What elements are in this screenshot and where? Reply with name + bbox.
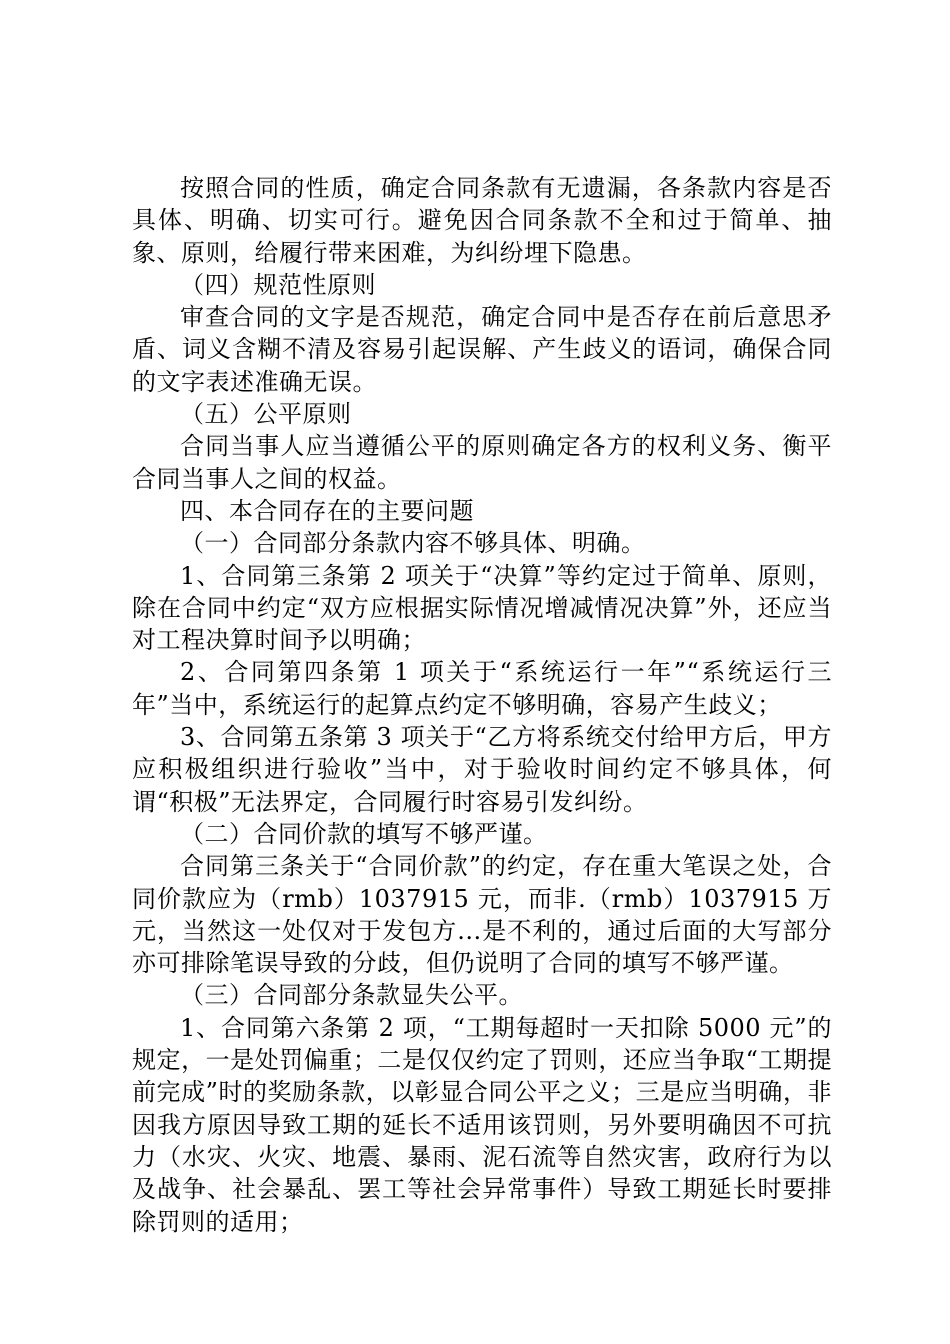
paragraph-fairness-principle-text: 合同当事人应当遵循公平的原则确定各方的权利义务、衡平合同当事人之间的权益。 xyxy=(132,432,832,493)
heading-fairness-principle: （五）公平原则 xyxy=(180,400,352,429)
document-body xyxy=(132,172,832,1238)
paragraph-price-error-text: 合同第三条关于“合同价款”的约定，存在重大笔误之处，合同价款应为（rmb）1037915 元，而非.（rmb）1037915 万元，当然这一处仅对于发包方...是不利的，通过后面的大写部分亦可排除笔误导致的分歧，但仍说明了合同的填写不够严谨。 xyxy=(132,852,832,978)
list-item-problem-1: 1、合同第三条第 2 项关于“决算”等约定过于简单、原则，除在合同中约定“双方应根据实际情况增减情况决算”外，还应当对工程决算时间予以明确； xyxy=(132,561,832,655)
list-item-problem-3: 3、合同第五条第 3 项关于“乙方将系统交付给甲方后，甲方应积极组织进行验收”当中，对于验收时间约定不够具体，何谓“积极”无法界定，合同履行时容易引发纠纷。 xyxy=(132,723,832,816)
list-item-problem-2: 2、合同第四条第 1 项关于“系统运行一年”“系统运行三年”当中，系统运行的起算点约定不够明确，容易产生歧义； xyxy=(132,658,832,719)
paragraph-normativity-principle-text: 审查合同的文字是否规范，确定合同中是否存在前后意思矛盾、词义含糊不清及容易引起误解、产生歧义的语词，确保合同的文字表述准确无误。 xyxy=(132,303,832,396)
heading-clauses-unfair: （三）合同部分条款显失公平。 xyxy=(180,981,523,1010)
heading-main-problems: 四、本合同存在的主要问题 xyxy=(180,496,474,525)
heading-normativity-principle: （四）规范性原则 xyxy=(180,270,376,299)
heading-price-not-rigorous: （二）合同价款的填写不够严谨。 xyxy=(180,819,548,848)
paragraph-completeness-principle-text: 按照合同的性质，确定合同条款有无遗漏，各条款内容是否具体、明确、切实可行。避免因合同条款不全和过于简单、抽象、原则，给履行带来困难，为纠纷埋下隐患。 xyxy=(132,174,832,267)
list-item-unfair-1: 1、合同第六条第 2 项，“工期每超时一天扣除 5000 元”的规定，一是处罚偏重；二是仅仅约定了罚则，还应当争取“工期提前完成”时的奖励条款，以彰显合同公平之义；三是应当明确，非因我方原因导致工期的延长不适用该罚则，另外要明确因不可抗力（水灾、火灾、地震、暴雨、泥石流等自然灾害，政府行为以及战争、社会暴乱、罢工等社会异常事件）导致工期延长时要排除罚则的适用； xyxy=(132,1013,832,1236)
heading-clauses-not-specific: （一）合同部分条款内容不够具体、明确。 xyxy=(180,529,646,558)
